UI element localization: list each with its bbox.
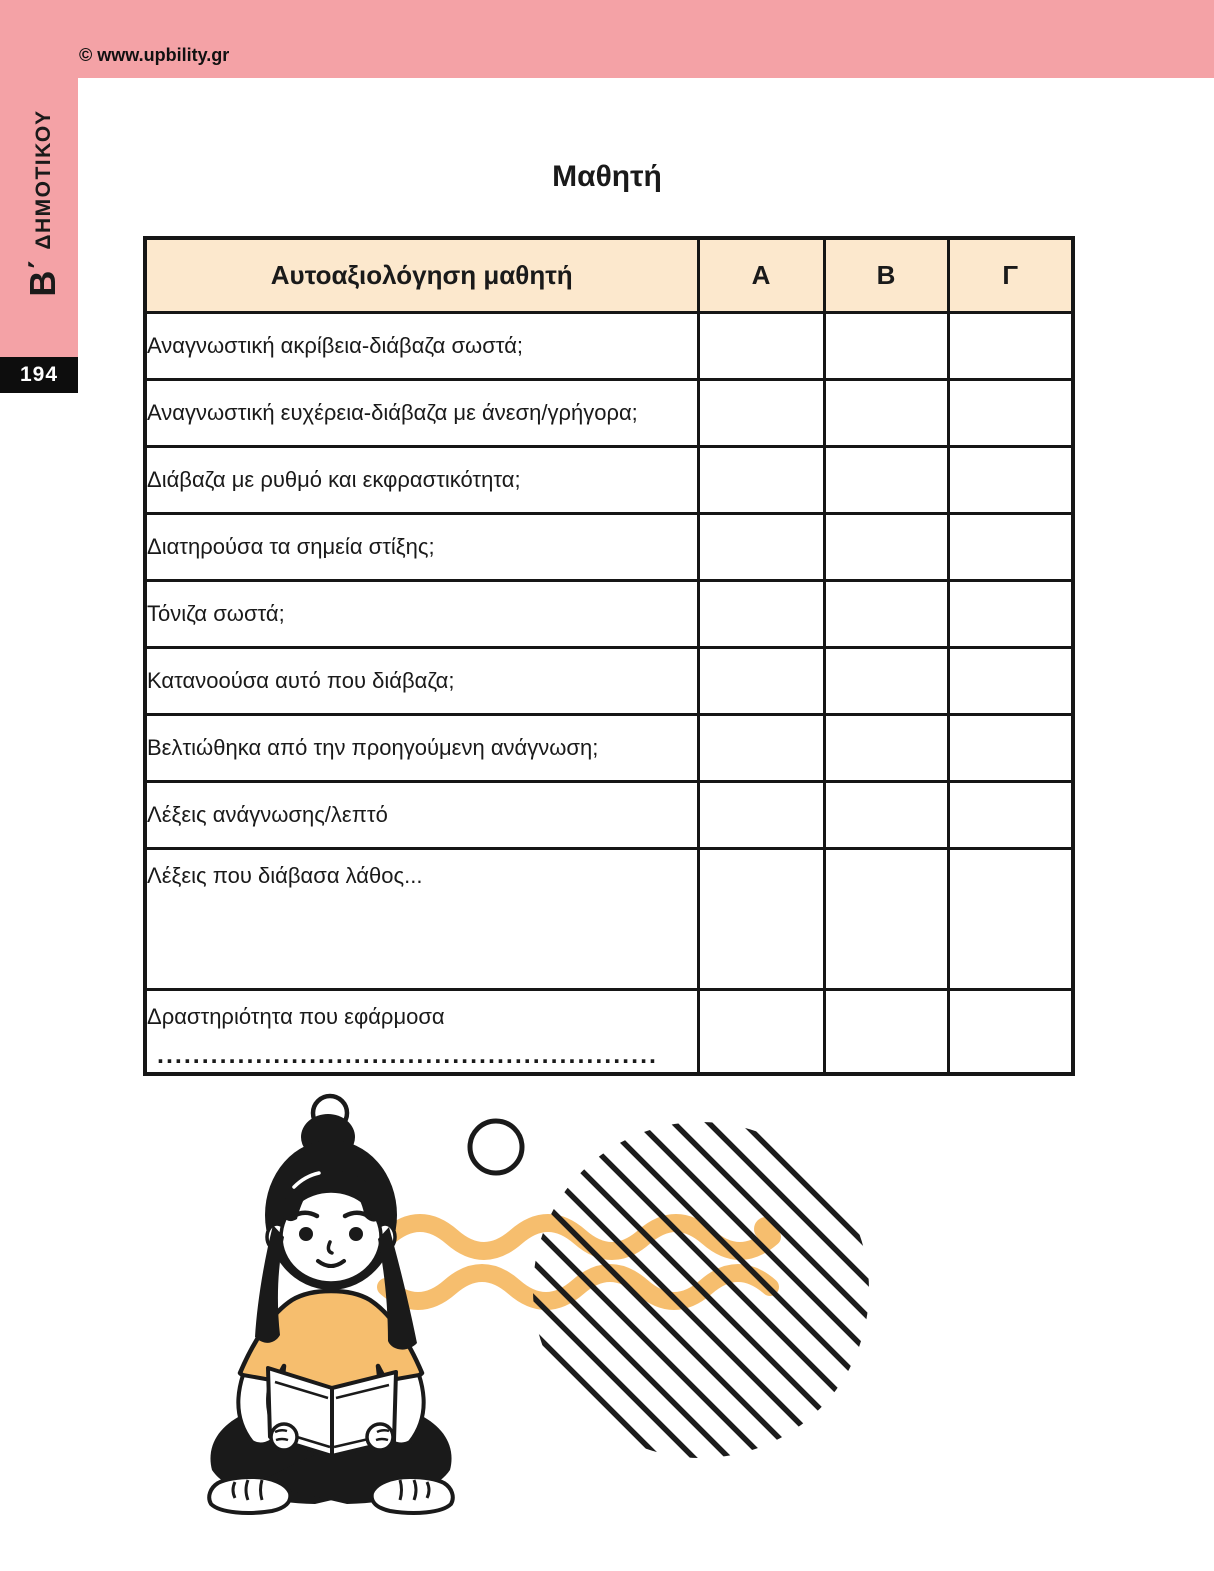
grade-cell bbox=[824, 312, 948, 379]
table-header-row bbox=[145, 238, 1073, 312]
table-header-title: Αυτοαξιολόγηση μαθητή bbox=[145, 238, 698, 312]
grade-cell bbox=[824, 781, 948, 848]
activity-label: Δραστηριότητα που εφάρμοσα bbox=[147, 1003, 445, 1029]
row-label bbox=[145, 989, 698, 1074]
row-label: Τόνιζα σωστά; bbox=[145, 580, 698, 647]
grade-cell bbox=[824, 647, 948, 714]
grade-cell bbox=[948, 580, 1073, 647]
copyright-text: © www.upbility.gr bbox=[79, 45, 230, 65]
grade-cell bbox=[948, 781, 1073, 848]
page-number-badge: 194 bbox=[0, 357, 78, 393]
table-row bbox=[145, 714, 1073, 781]
grade-cell bbox=[698, 379, 824, 446]
grade-cell bbox=[948, 513, 1073, 580]
grade-cell bbox=[698, 714, 824, 781]
table-row bbox=[145, 446, 1073, 513]
column-header-a: Α bbox=[698, 238, 824, 312]
girl-reading-illustration bbox=[180, 1085, 890, 1571]
grade-cell bbox=[698, 580, 824, 647]
table-row-activity bbox=[145, 989, 1073, 1074]
column-header-c: Γ bbox=[948, 238, 1073, 312]
grade-cell bbox=[824, 714, 948, 781]
grade-cell bbox=[948, 647, 1073, 714]
grade-prefix: Β΄ bbox=[22, 258, 63, 297]
grade-cell bbox=[698, 989, 824, 1074]
grade-cell bbox=[824, 446, 948, 513]
table-row bbox=[145, 580, 1073, 647]
grade-cell bbox=[698, 513, 824, 580]
grade-cell bbox=[824, 513, 948, 580]
grade-vertical-label bbox=[20, 98, 66, 308]
table-row bbox=[145, 312, 1073, 379]
grade-cell bbox=[948, 989, 1073, 1074]
table-row bbox=[145, 647, 1073, 714]
row-label: Αναγνωστική ευχέρεια-διάβαζα με άνεση/γρήγορα; bbox=[145, 379, 698, 446]
grade-cell bbox=[698, 647, 824, 714]
row-label: Κατανοούσα αυτό που διάβαζα; bbox=[145, 647, 698, 714]
grade-cell bbox=[948, 312, 1073, 379]
grade-cell bbox=[948, 379, 1073, 446]
grade-cell bbox=[948, 714, 1073, 781]
column-header-b: Β bbox=[824, 238, 948, 312]
top-pink-band bbox=[0, 0, 1214, 78]
grade-cell bbox=[698, 446, 824, 513]
table-row-wrong-words bbox=[145, 848, 1073, 989]
grade-cell bbox=[824, 989, 948, 1074]
row-label: Λέξεις που διάβασα λάθος... bbox=[145, 848, 698, 989]
row-label: Αναγνωστική ακρίβεια-διάβαζα σωστά; bbox=[145, 312, 698, 379]
grade-cell bbox=[948, 446, 1073, 513]
table-row bbox=[145, 513, 1073, 580]
table-row bbox=[145, 379, 1073, 446]
grade-name: ΔΗΜΟΤΙΚΟΥ bbox=[31, 109, 55, 250]
grade-cell bbox=[698, 848, 824, 989]
grade-cell bbox=[824, 379, 948, 446]
grade-cell bbox=[948, 848, 1073, 989]
page-title: Μαθητή bbox=[552, 160, 662, 193]
self-assessment-table bbox=[143, 236, 1075, 1076]
grade-cell bbox=[698, 312, 824, 379]
table-row bbox=[145, 781, 1073, 848]
row-label: Βελτιώθηκα από την προηγούμενη ανάγνωση; bbox=[145, 714, 698, 781]
dotted-write-in-line: ........................................................ bbox=[157, 1041, 658, 1070]
row-label: Διατηρούσα τα σημεία στίξης; bbox=[145, 513, 698, 580]
row-label: Διάβαζα με ρυθμό και εκφραστικότητα; bbox=[145, 446, 698, 513]
row-label: Λέξεις ανάγνωσης/λεπτό bbox=[145, 781, 698, 848]
grade-cell bbox=[824, 580, 948, 647]
outline-circle-shape bbox=[470, 1121, 522, 1173]
grade-cell bbox=[698, 781, 824, 848]
grade-cell bbox=[824, 848, 948, 989]
